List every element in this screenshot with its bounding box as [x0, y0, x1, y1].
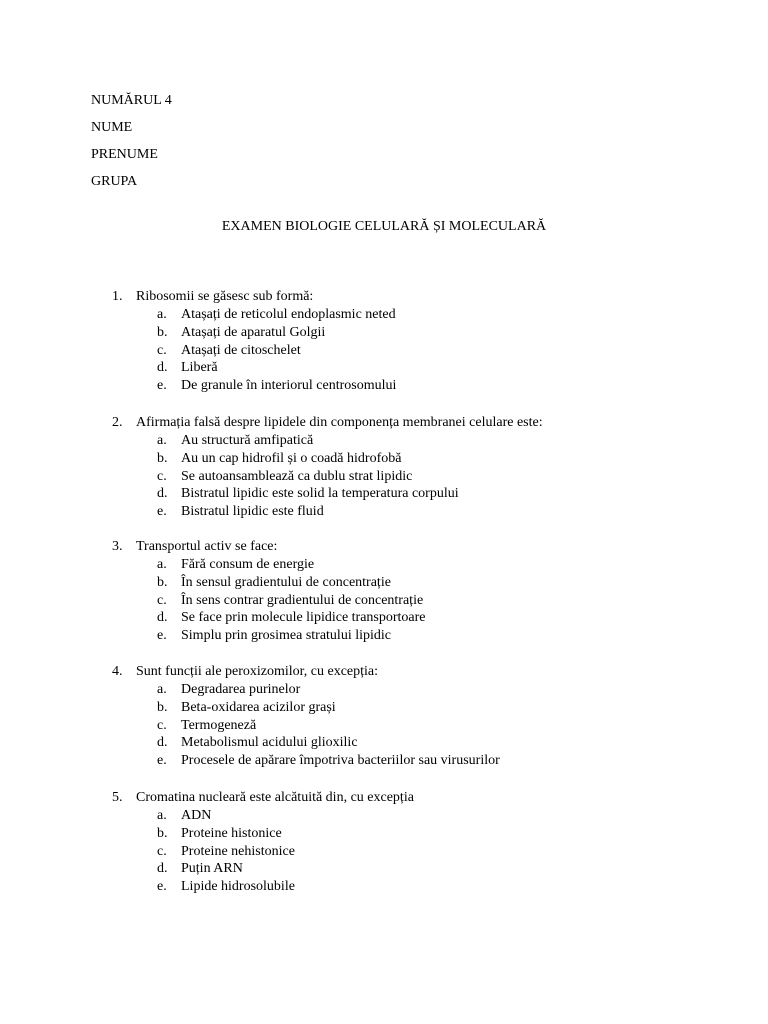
- option-c: [0, 469, 768, 487]
- question-row: [0, 289, 768, 307]
- option-text: Proteine nehistonice: [181, 843, 295, 859]
- option-b: [0, 826, 768, 844]
- group-label: GRUPA: [91, 174, 138, 189]
- question-number: 3.: [112, 539, 123, 554]
- name-label: NUME: [91, 120, 133, 135]
- option-letter: a.: [157, 682, 167, 697]
- option-text: Degradarea purinelor: [181, 682, 301, 697]
- option-letter: b.: [157, 699, 168, 715]
- option-e: [0, 378, 768, 396]
- option-letter: c.: [157, 592, 167, 608]
- option-text: Au un cap hidrofil și o coadă hidrofobă: [181, 450, 402, 466]
- exam-title: EXAMEN BIOLOGIE CELULARĂ ȘI MOLECULARĂ: [221, 219, 547, 234]
- option-text: În sens contrar gradientului de concentrație: [181, 592, 424, 608]
- option-d: [0, 735, 768, 753]
- question-number: 5.: [112, 790, 123, 805]
- option-text: Simplu prin grosimea stratului lipidic: [181, 628, 391, 644]
- option-letter: b.: [157, 450, 168, 466]
- option-letter: b.: [157, 825, 168, 841]
- option-letter: b.: [157, 574, 168, 590]
- question-number: 2.: [112, 415, 123, 430]
- option-e: [0, 628, 768, 646]
- option-text: Fără consum de energie: [181, 557, 315, 572]
- option-letter: e.: [157, 753, 167, 769]
- option-b: [0, 575, 768, 593]
- option-c: [0, 718, 768, 736]
- exam-number-label: NUMĂRUL 4: [91, 93, 172, 108]
- option-letter: a.: [157, 808, 167, 823]
- option-letter: a.: [157, 557, 167, 572]
- first-name-label: PRENUME: [91, 147, 158, 162]
- question-number: 4.: [112, 664, 123, 679]
- question-number: 1.: [112, 289, 123, 304]
- option-letter: e.: [157, 378, 167, 394]
- option-text: În sensul gradientului de concentrație: [181, 574, 391, 590]
- option-a: [0, 808, 768, 826]
- option-text: Bistratul lipidic este fluid: [181, 504, 324, 520]
- option-letter: c.: [157, 468, 167, 484]
- option-e: [0, 504, 768, 522]
- option-letter: d.: [157, 861, 168, 877]
- option-b: [0, 451, 768, 469]
- option-text: Beta-oxidarea acizilor grași: [181, 699, 336, 715]
- option-text: Au structură amfipatică: [181, 433, 314, 448]
- option-d: [0, 861, 768, 879]
- option-a: [0, 433, 768, 451]
- option-e: [0, 753, 768, 771]
- question-text: Cromatina nucleară este alcătuită din, cu excepția: [136, 790, 414, 805]
- option-letter: e.: [157, 879, 167, 895]
- option-text: Puțin ARN: [181, 861, 243, 877]
- question-text: Transportul activ se face:: [136, 539, 278, 554]
- option-text: Proteine histonice: [181, 825, 282, 841]
- question-text: Afirmația falsă despre lipidele din componența membranei celulare este:: [136, 415, 543, 430]
- question-row: [0, 415, 768, 433]
- option-letter: a.: [157, 307, 167, 322]
- option-text: Atașați de aparatul Golgii: [181, 324, 326, 340]
- option-text: De granule în interiorul centrosomului: [181, 378, 397, 394]
- option-d: [0, 360, 768, 378]
- option-text: Liberă: [181, 360, 218, 376]
- question-5: [0, 790, 768, 897]
- option-letter: d.: [157, 610, 168, 626]
- option-a: [0, 682, 768, 700]
- option-a: [0, 557, 768, 575]
- option-a: [0, 307, 768, 325]
- option-d: [0, 486, 768, 504]
- option-letter: e.: [157, 504, 167, 520]
- option-text: ADN: [181, 808, 212, 823]
- question-1: [0, 289, 768, 396]
- option-letter: a.: [157, 433, 167, 448]
- option-c: [0, 593, 768, 611]
- question-2: [0, 415, 768, 522]
- option-text: Atașați de reticolul endoplasmic neted: [181, 307, 396, 322]
- option-letter: e.: [157, 628, 167, 644]
- question-3: [0, 539, 768, 646]
- option-letter: c.: [157, 342, 167, 358]
- option-text: Bistratul lipidic este solid la temperatura corpului: [181, 486, 459, 502]
- option-letter: d.: [157, 486, 168, 502]
- option-text: Termogeneză: [181, 717, 257, 733]
- option-text: Lipide hidrosolubile: [181, 879, 295, 895]
- option-text: Metabolismul acidului glioxilic: [181, 735, 358, 751]
- question-text: Ribosomii se găsesc sub formă:: [136, 289, 314, 304]
- option-text: Procesele de apărare împotriva bacteriilor sau virusurilor: [181, 753, 500, 769]
- question-row: [0, 664, 768, 682]
- question-row: [0, 539, 768, 557]
- option-letter: c.: [157, 717, 167, 733]
- option-e: [0, 879, 768, 897]
- option-letter: c.: [157, 843, 167, 859]
- option-text: Atașați de citoschelet: [181, 342, 301, 358]
- option-text: Se face prin molecule lipidice transportoare: [181, 610, 426, 626]
- option-d: [0, 610, 768, 628]
- question-row: [0, 790, 768, 808]
- option-letter: d.: [157, 735, 168, 751]
- question-text: Sunt funcții ale peroxizomilor, cu excepția:: [136, 664, 379, 679]
- option-b: [0, 700, 768, 718]
- option-b: [0, 325, 768, 343]
- question-4: [0, 664, 768, 771]
- option-c: [0, 343, 768, 361]
- option-c: [0, 844, 768, 862]
- option-text: Se autoansamblează ca dublu strat lipidic: [181, 468, 413, 484]
- option-letter: b.: [157, 324, 168, 340]
- option-letter: d.: [157, 360, 168, 376]
